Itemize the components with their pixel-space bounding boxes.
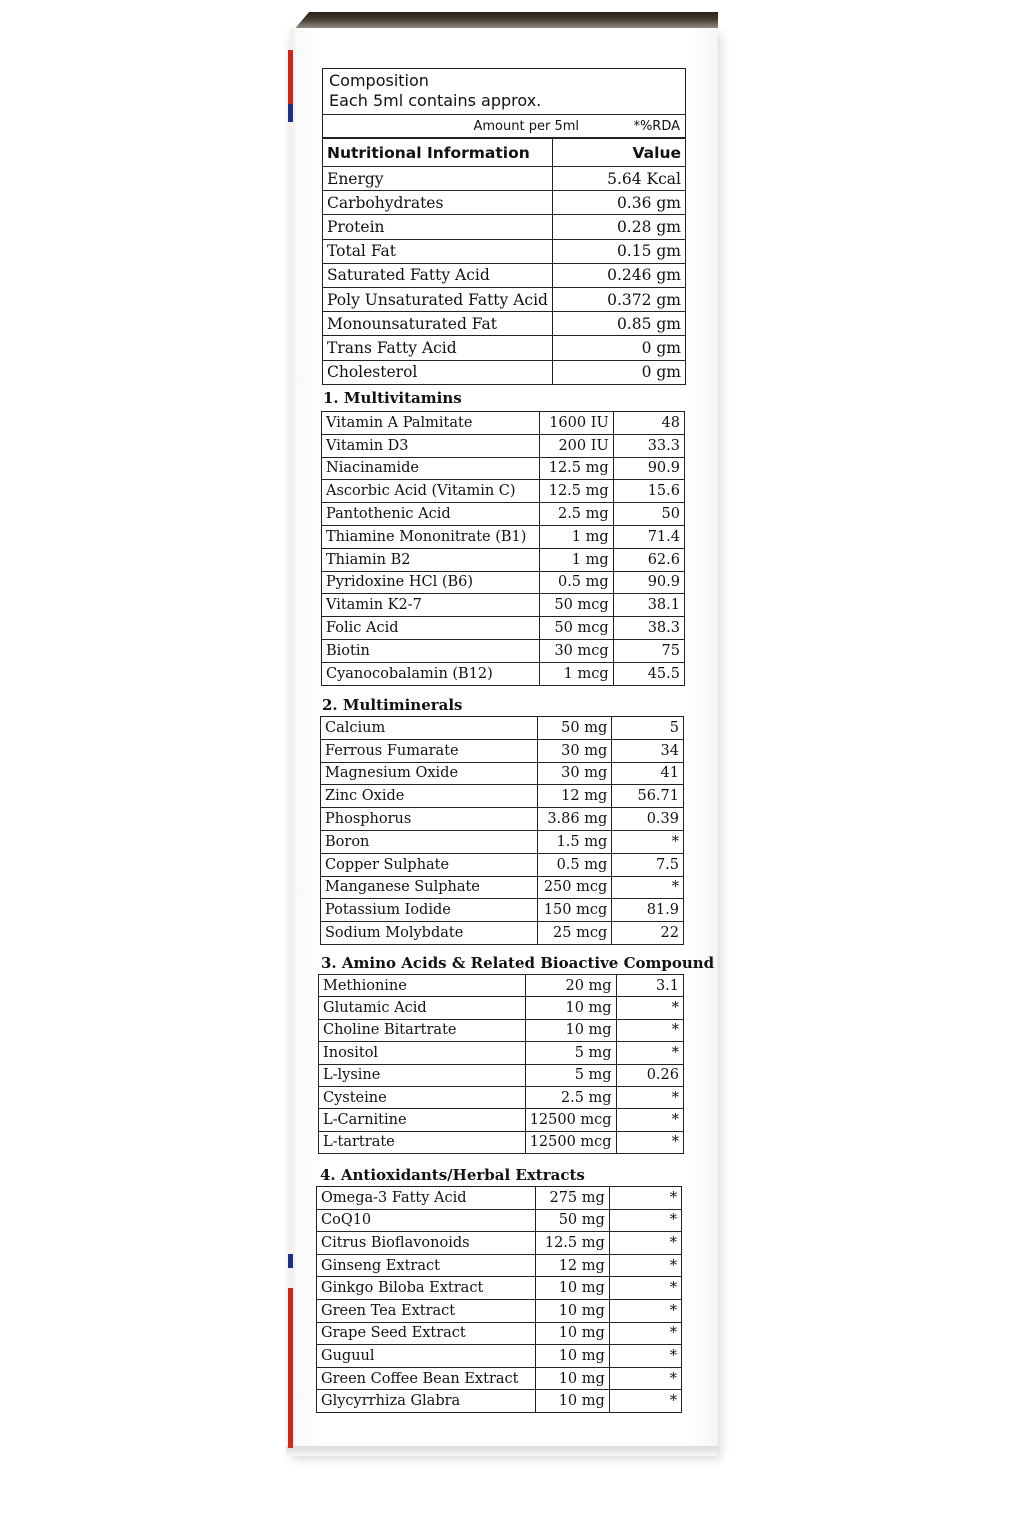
ingredient-name: Choline Bitartrate bbox=[319, 1019, 526, 1041]
ingredient-name: L-Carnitine bbox=[319, 1109, 526, 1131]
nutrition-header-row bbox=[323, 139, 686, 167]
ingredient-row bbox=[321, 739, 684, 762]
ingredient-rda: 34 bbox=[612, 739, 684, 762]
section-title: 2. Multiminerals bbox=[322, 696, 463, 714]
ingredient-rda: * bbox=[616, 1086, 683, 1108]
ingredient-rda: 22 bbox=[612, 922, 684, 945]
ingredient-row bbox=[322, 639, 685, 662]
ingredient-amount: 50 mg bbox=[538, 717, 612, 740]
ingredient-name: Calcium bbox=[321, 717, 538, 740]
nutrient-name: Carbohydrates bbox=[323, 191, 553, 215]
ingredient-rda: * bbox=[616, 1109, 683, 1131]
ingredient-row bbox=[321, 899, 684, 922]
rda-header: *%RDA bbox=[633, 119, 680, 134]
ingredient-row bbox=[317, 1209, 682, 1232]
ingredient-name: Cysteine bbox=[319, 1086, 526, 1108]
ingredient-rda: 15.6 bbox=[613, 480, 684, 503]
ingredient-row bbox=[322, 548, 685, 571]
ingredient-amount: 12500 mcg bbox=[525, 1131, 616, 1153]
ingredient-rda: * bbox=[609, 1187, 681, 1210]
ingredient-amount: 12 mg bbox=[535, 1254, 609, 1277]
ingredient-rda: 45.5 bbox=[613, 662, 684, 685]
nutrient-value: 0.36 gm bbox=[552, 191, 685, 215]
ingredient-amount: 150 mcg bbox=[538, 899, 612, 922]
ingredient-amount: 0.5 mg bbox=[539, 571, 613, 594]
ingredient-amount: 5 mg bbox=[525, 1064, 616, 1086]
ingredient-name: Pantothenic Acid bbox=[322, 503, 540, 526]
ingredient-name: Green Tea Extract bbox=[317, 1299, 536, 1322]
blue-stripe bbox=[288, 104, 293, 122]
ingredient-rda: 33.3 bbox=[613, 434, 684, 457]
ingredient-amount: 10 mg bbox=[535, 1322, 609, 1345]
ingredient-rda: * bbox=[609, 1254, 681, 1277]
ingredient-row bbox=[322, 434, 685, 457]
nutrition-header-name: Nutritional Information bbox=[323, 139, 553, 167]
ingredient-row bbox=[321, 785, 684, 808]
ingredient-row bbox=[321, 717, 684, 740]
ingredient-rda: * bbox=[616, 997, 683, 1019]
ingredient-rda: 7.5 bbox=[612, 853, 684, 876]
ingredient-name: Pyridoxine HCl (B6) bbox=[322, 571, 540, 594]
nutrition-row bbox=[323, 360, 686, 384]
ingredient-amount: 50 mg bbox=[535, 1209, 609, 1232]
ingredient-row bbox=[317, 1299, 682, 1322]
ingredient-row bbox=[317, 1232, 682, 1255]
ingredient-amount: 30 mcg bbox=[539, 639, 613, 662]
ingredient-rda: * bbox=[612, 876, 684, 899]
ingredient-amount: 200 IU bbox=[539, 434, 613, 457]
nutrient-name: Saturated Fatty Acid bbox=[323, 263, 553, 287]
ingredient-name: Vitamin D3 bbox=[322, 434, 540, 457]
ingredient-name: Potassium Iodide bbox=[321, 899, 538, 922]
ingredient-name: L-lysine bbox=[319, 1064, 526, 1086]
ingredient-rda: 38.1 bbox=[613, 594, 684, 617]
ingredient-rda: 75 bbox=[613, 639, 684, 662]
ingredient-name: Phosphorus bbox=[321, 808, 538, 831]
ingredient-name: Cyanocobalamin (B12) bbox=[322, 662, 540, 685]
ingredient-row bbox=[317, 1390, 682, 1413]
ingredient-amount: 3.86 mg bbox=[538, 808, 612, 831]
ingredient-rda: * bbox=[609, 1209, 681, 1232]
ingredient-rda: * bbox=[609, 1299, 681, 1322]
antioxidants-table bbox=[316, 1186, 682, 1413]
ingredient-row bbox=[322, 617, 685, 640]
nutrient-value: 0 gm bbox=[552, 336, 685, 360]
ingredient-rda: 3.1 bbox=[616, 975, 683, 997]
ingredient-row bbox=[317, 1254, 682, 1277]
ingredient-amount: 30 mg bbox=[538, 739, 612, 762]
nutrition-row bbox=[323, 191, 686, 215]
ingredient-name: Boron bbox=[321, 830, 538, 853]
ingredient-amount: 1.5 mg bbox=[538, 830, 612, 853]
ingredient-rda: * bbox=[612, 830, 684, 853]
ingredient-row bbox=[319, 1109, 684, 1131]
ingredient-rda: * bbox=[609, 1322, 681, 1345]
ingredient-amount: 50 mcg bbox=[539, 594, 613, 617]
ingredient-name: Inositol bbox=[319, 1042, 526, 1064]
ingredient-amount: 12500 mcg bbox=[525, 1109, 616, 1131]
ingredient-rda: 81.9 bbox=[612, 899, 684, 922]
nutrient-name: Poly Unsaturated Fatty Acid bbox=[323, 287, 553, 311]
ingredient-amount: 275 mg bbox=[535, 1187, 609, 1210]
nutrient-value: 0.246 gm bbox=[552, 263, 685, 287]
ingredient-row bbox=[321, 762, 684, 785]
ingredient-name: Copper Sulphate bbox=[321, 853, 538, 876]
ingredient-name: Thiamine Mononitrate (B1) bbox=[322, 525, 540, 548]
blue-stripe bbox=[288, 1254, 293, 1268]
nutrient-value: 0.85 gm bbox=[552, 312, 685, 336]
ingredient-amount: 250 mcg bbox=[538, 876, 612, 899]
ingredient-rda: * bbox=[616, 1019, 683, 1041]
nutrient-name: Trans Fatty Acid bbox=[323, 336, 553, 360]
composition-title: Composition bbox=[329, 71, 429, 90]
ingredient-name: Vitamin K2-7 bbox=[322, 594, 540, 617]
ingredient-name: Ginkgo Biloba Extract bbox=[317, 1277, 536, 1300]
ingredient-row bbox=[317, 1367, 682, 1390]
nutrition-row bbox=[323, 215, 686, 239]
nutrition-row bbox=[323, 287, 686, 311]
ingredient-name: Thiamin B2 bbox=[322, 548, 540, 571]
ingredient-amount: 10 mg bbox=[535, 1277, 609, 1300]
ingredient-amount: 1 mg bbox=[539, 525, 613, 548]
ingredient-name: Manganese Sulphate bbox=[321, 876, 538, 899]
ingredient-row bbox=[322, 503, 685, 526]
red-stripe bbox=[288, 1288, 293, 1448]
nutrient-name: Energy bbox=[323, 167, 553, 191]
ingredient-amount: 1600 IU bbox=[539, 412, 613, 435]
nutrient-value: 0 gm bbox=[552, 360, 685, 384]
ingredient-name: L-tartrate bbox=[319, 1131, 526, 1153]
ingredient-rda: * bbox=[609, 1390, 681, 1413]
ingredient-rda: 62.6 bbox=[613, 548, 684, 571]
ingredient-rda: 38.3 bbox=[613, 617, 684, 640]
ingredient-row bbox=[321, 853, 684, 876]
ingredient-name: Ginseng Extract bbox=[317, 1254, 536, 1277]
nutrient-name: Total Fat bbox=[323, 239, 553, 263]
ingredient-name: CoQ10 bbox=[317, 1209, 536, 1232]
ingredient-rda: 0.26 bbox=[616, 1064, 683, 1086]
ingredient-name: Zinc Oxide bbox=[321, 785, 538, 808]
ingredient-amount: 1 mcg bbox=[539, 662, 613, 685]
nutrition-row bbox=[323, 312, 686, 336]
divider bbox=[323, 114, 685, 115]
ingredient-row bbox=[322, 412, 685, 435]
multivitamins-table bbox=[321, 411, 685, 686]
ingredient-row bbox=[321, 830, 684, 853]
ingredient-rda: * bbox=[609, 1232, 681, 1255]
ingredient-amount: 10 mg bbox=[535, 1345, 609, 1368]
ingredient-rda: * bbox=[616, 1131, 683, 1153]
ingredient-row bbox=[319, 1042, 684, 1064]
ingredient-name: Ferrous Fumarate bbox=[321, 739, 538, 762]
ingredient-row bbox=[322, 525, 685, 548]
ingredient-name: Glycyrrhiza Glabra bbox=[317, 1390, 536, 1413]
ingredient-row bbox=[317, 1277, 682, 1300]
ingredient-amount: 10 mg bbox=[535, 1367, 609, 1390]
ingredient-name: Methionine bbox=[319, 975, 526, 997]
ingredient-rda: 48 bbox=[613, 412, 684, 435]
ingredient-amount: 25 mcg bbox=[538, 922, 612, 945]
ingredient-rda: 5 bbox=[612, 717, 684, 740]
ingredient-row bbox=[319, 1064, 684, 1086]
ingredient-name: Green Coffee Bean Extract bbox=[317, 1367, 536, 1390]
ingredient-amount: 5 mg bbox=[525, 1042, 616, 1064]
ingredient-name: Niacinamide bbox=[322, 457, 540, 480]
ingredient-amount: 10 mg bbox=[525, 997, 616, 1019]
ingredient-amount: 12.5 mg bbox=[535, 1232, 609, 1255]
ingredient-row bbox=[322, 662, 685, 685]
ingredient-rda: * bbox=[609, 1277, 681, 1300]
ingredient-amount: 0.5 mg bbox=[538, 853, 612, 876]
ingredient-amount: 50 mcg bbox=[539, 617, 613, 640]
ingredient-name: Grape Seed Extract bbox=[317, 1322, 536, 1345]
nutrition-header-value: Value bbox=[552, 139, 685, 167]
section-title: 3. Amino Acids & Related Bioactive Compound bbox=[321, 954, 715, 972]
ingredient-row bbox=[321, 808, 684, 831]
nutrient-name: Cholesterol bbox=[323, 360, 553, 384]
nutrient-value: 0.15 gm bbox=[552, 239, 685, 263]
ingredient-row bbox=[319, 1086, 684, 1108]
ingredient-row bbox=[317, 1187, 682, 1210]
ingredient-row bbox=[321, 922, 684, 945]
section-title: 4. Antioxidants/Herbal Extracts bbox=[320, 1166, 585, 1184]
ingredient-row bbox=[319, 1019, 684, 1041]
ingredient-amount: 20 mg bbox=[525, 975, 616, 997]
ingredient-amount: 12.5 mg bbox=[539, 480, 613, 503]
section-title: 1. Multivitamins bbox=[323, 389, 462, 407]
amino-acids-table bbox=[318, 974, 684, 1154]
box-bottom-edge bbox=[286, 1446, 718, 1456]
ingredient-rda: 56.71 bbox=[612, 785, 684, 808]
nutrition-row bbox=[323, 263, 686, 287]
nutrition-row bbox=[323, 167, 686, 191]
ingredient-rda: 50 bbox=[613, 503, 684, 526]
ingredient-name: Glutamic Acid bbox=[319, 997, 526, 1019]
red-stripe bbox=[288, 50, 293, 106]
ingredient-row bbox=[319, 1131, 684, 1153]
multiminerals-table bbox=[320, 716, 684, 945]
composition-header bbox=[322, 68, 686, 138]
ingredient-amount: 2.5 mg bbox=[539, 503, 613, 526]
nutrient-name: Monounsaturated Fat bbox=[323, 312, 553, 336]
ingredient-amount: 12 mg bbox=[538, 785, 612, 808]
nutrition-row bbox=[323, 336, 686, 360]
ingredient-row bbox=[322, 457, 685, 480]
nutrition-table bbox=[322, 138, 686, 385]
ingredient-rda: 41 bbox=[612, 762, 684, 785]
ingredient-name: Sodium Molybdate bbox=[321, 922, 538, 945]
nutrient-value: 0.28 gm bbox=[552, 215, 685, 239]
ingredient-rda: * bbox=[609, 1367, 681, 1390]
ingredient-amount: 1 mg bbox=[539, 548, 613, 571]
ingredient-row bbox=[321, 876, 684, 899]
ingredient-row bbox=[322, 594, 685, 617]
ingredient-rda: 90.9 bbox=[613, 571, 684, 594]
ingredient-rda: * bbox=[609, 1345, 681, 1368]
ingredient-name: Biotin bbox=[322, 639, 540, 662]
ingredient-amount: 10 mg bbox=[535, 1390, 609, 1413]
ingredient-rda: 71.4 bbox=[613, 525, 684, 548]
ingredient-amount: 30 mg bbox=[538, 762, 612, 785]
nutrient-value: 5.64 Kcal bbox=[552, 167, 685, 191]
ingredient-row bbox=[317, 1345, 682, 1368]
ingredient-amount: 2.5 mg bbox=[525, 1086, 616, 1108]
ingredient-row bbox=[319, 975, 684, 997]
ingredient-name: Folic Acid bbox=[322, 617, 540, 640]
ingredient-row bbox=[322, 571, 685, 594]
ingredient-name: Vitamin A Palmitate bbox=[322, 412, 540, 435]
amount-header: Amount per 5ml bbox=[473, 119, 579, 134]
ingredient-amount: 12.5 mg bbox=[539, 457, 613, 480]
ingredient-name: Omega-3 Fatty Acid bbox=[317, 1187, 536, 1210]
nutrient-name: Protein bbox=[323, 215, 553, 239]
ingredient-name: Magnesium Oxide bbox=[321, 762, 538, 785]
ingredient-rda: * bbox=[616, 1042, 683, 1064]
ingredient-amount: 10 mg bbox=[535, 1299, 609, 1322]
ingredient-name: Citrus Bioflavonoids bbox=[317, 1232, 536, 1255]
nutrition-row bbox=[323, 239, 686, 263]
ingredient-name: Ascorbic Acid (Vitamin C) bbox=[322, 480, 540, 503]
ingredient-row bbox=[322, 480, 685, 503]
nutrient-value: 0.372 gm bbox=[552, 287, 685, 311]
ingredient-rda: 0.39 bbox=[612, 808, 684, 831]
composition-subtitle: Each 5ml contains approx. bbox=[329, 91, 542, 110]
ingredient-name: Guguul bbox=[317, 1345, 536, 1368]
ingredient-row bbox=[317, 1322, 682, 1345]
ingredient-row bbox=[319, 997, 684, 1019]
ingredient-amount: 10 mg bbox=[525, 1019, 616, 1041]
ingredient-rda: 90.9 bbox=[613, 457, 684, 480]
